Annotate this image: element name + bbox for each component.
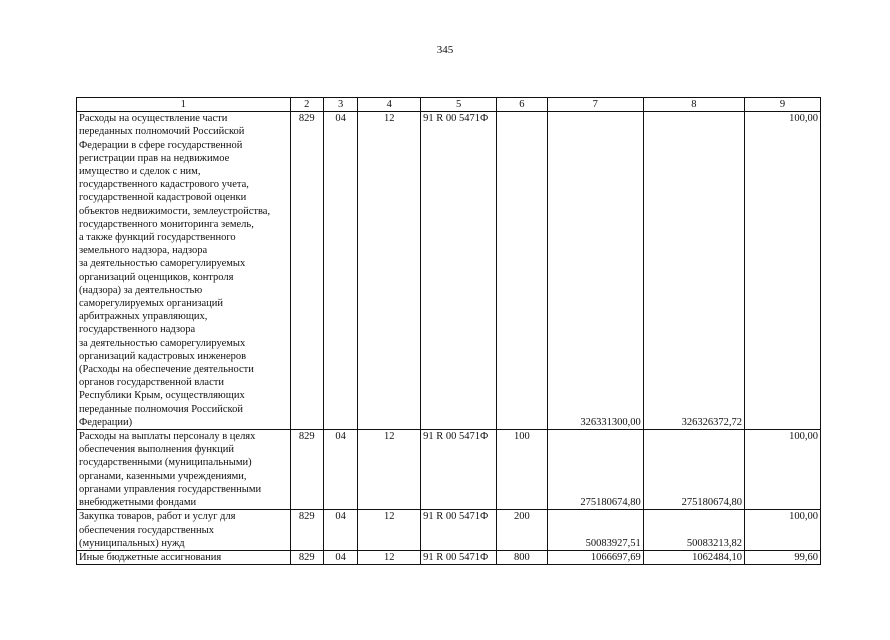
description-line: Республики Крым, осуществляющих [79, 390, 245, 402]
table-row [77, 550, 821, 564]
description-line: за деятельностью саморегулируемых [79, 258, 246, 270]
cell-description [77, 112, 291, 430]
cell-expense-type: 100 [497, 430, 548, 510]
cell-execution-percent: 100,00 [745, 510, 821, 551]
description-line: обеспечения выполнения функций [79, 444, 235, 456]
cell-description [77, 510, 291, 551]
budget-table [76, 97, 821, 565]
description-line: Расходы на выплаты персоналу в целях [79, 431, 256, 443]
description-line: имущество и сделок с ним, [79, 166, 201, 178]
column-header: 2 [290, 98, 323, 112]
cell-code-2: 829 [290, 510, 323, 551]
table-row [77, 430, 821, 510]
cell-code-2: 829 [290, 430, 323, 510]
description-line: организаций оценщиков, контроля [79, 271, 234, 283]
cell-code-4: 12 [358, 550, 421, 564]
cell-code-4: 12 [358, 510, 421, 551]
cell-planned-amount: 50083927,51 [547, 510, 643, 551]
cell-code-3: 04 [323, 430, 357, 510]
cell-planned-amount: 326331300,00 [547, 112, 643, 430]
cell-executed-amount: 326326372,72 [643, 112, 744, 430]
column-header: 8 [643, 98, 744, 112]
description-line: Иные бюджетные ассигнования [79, 551, 222, 563]
description-line: Закупка товаров, работ и услуг для [79, 511, 236, 523]
cell-execution-percent: 100,00 [745, 112, 821, 430]
description-line: органами управления государственными [79, 483, 262, 495]
description-line: (муниципальных) нужд [79, 537, 185, 549]
description-line: обеспечения государственных [79, 524, 214, 536]
description-line: (Расходы на обеспечение деятельности [79, 364, 254, 376]
cell-executed-amount: 50083213,82 [643, 510, 744, 551]
cell-code-4: 12 [358, 112, 421, 430]
cell-code-3: 04 [323, 510, 357, 551]
cell-code-2: 829 [290, 550, 323, 564]
cell-planned-amount: 1066697,69 [547, 550, 643, 564]
description-line: (надзора) за деятельностью [79, 284, 203, 296]
column-header: 6 [497, 98, 548, 112]
cell-target-article: 91 R 00 5471Ф [421, 430, 497, 510]
cell-code-4: 12 [358, 430, 421, 510]
cell-executed-amount: 275180674,80 [643, 430, 744, 510]
description-line: за деятельностью саморегулируемых [79, 337, 246, 349]
column-header: 4 [358, 98, 421, 112]
cell-code-2: 829 [290, 112, 323, 430]
cell-planned-amount: 275180674,80 [547, 430, 643, 510]
column-header: 1 [77, 98, 291, 112]
description-line: органов государственной власти [79, 377, 224, 389]
cell-description [77, 550, 291, 564]
description-line: объектов недвижимости, землеустройства, [79, 205, 271, 217]
cell-expense-type [497, 112, 548, 430]
description-line: Расходы на осуществление части [79, 113, 228, 125]
description-line: государственного кадастрового учета, [79, 179, 249, 191]
cell-execution-percent: 100,00 [745, 430, 821, 510]
page-number: 345 [436, 44, 454, 56]
description-line: органами, казенными учреждениями, [79, 470, 247, 482]
description-line: государственного надзора [79, 324, 196, 336]
description-line: регистрации прав на недвижимое [79, 152, 230, 164]
cell-target-article: 91 R 00 5471Ф [421, 550, 497, 564]
column-header: 7 [547, 98, 643, 112]
description-line: земельного надзора, надзора [79, 245, 208, 257]
description-line: Федерации в сфере государственной [79, 139, 243, 151]
cell-execution-percent: 99,60 [745, 550, 821, 564]
cell-code-3: 04 [323, 112, 357, 430]
description-line: а также функций государственного [79, 232, 236, 244]
table-row [77, 112, 821, 430]
cell-description [77, 430, 291, 510]
description-line: арбитражных управляющих, [79, 311, 208, 323]
cell-target-article: 91 R 00 5471Ф [421, 510, 497, 551]
table-body [77, 112, 821, 565]
description-line: государственной кадастровой оценки [79, 192, 247, 204]
cell-executed-amount: 1062484,10 [643, 550, 744, 564]
cell-expense-type: 200 [497, 510, 548, 551]
cell-target-article: 91 R 00 5471Ф [421, 112, 497, 430]
column-header: 3 [323, 98, 357, 112]
column-header: 9 [745, 98, 821, 112]
header-row [77, 98, 821, 112]
cell-expense-type: 800 [497, 550, 548, 564]
description-line: государственного мониторинга земель, [79, 218, 254, 230]
cell-code-3: 04 [323, 550, 357, 564]
description-line: государственными (муниципальными) [79, 457, 252, 469]
description-line: Федерации) [79, 416, 133, 428]
table-row [77, 510, 821, 551]
column-header: 5 [421, 98, 497, 112]
description-line: организаций кадастровых инженеров [79, 350, 247, 362]
description-line: внебюджетными фондами [79, 497, 197, 509]
description-line: саморегулируемых организаций [79, 298, 224, 310]
description-line: переданных полномочий Российской [79, 126, 245, 138]
description-line: переданные полномочия Российской [79, 403, 243, 415]
